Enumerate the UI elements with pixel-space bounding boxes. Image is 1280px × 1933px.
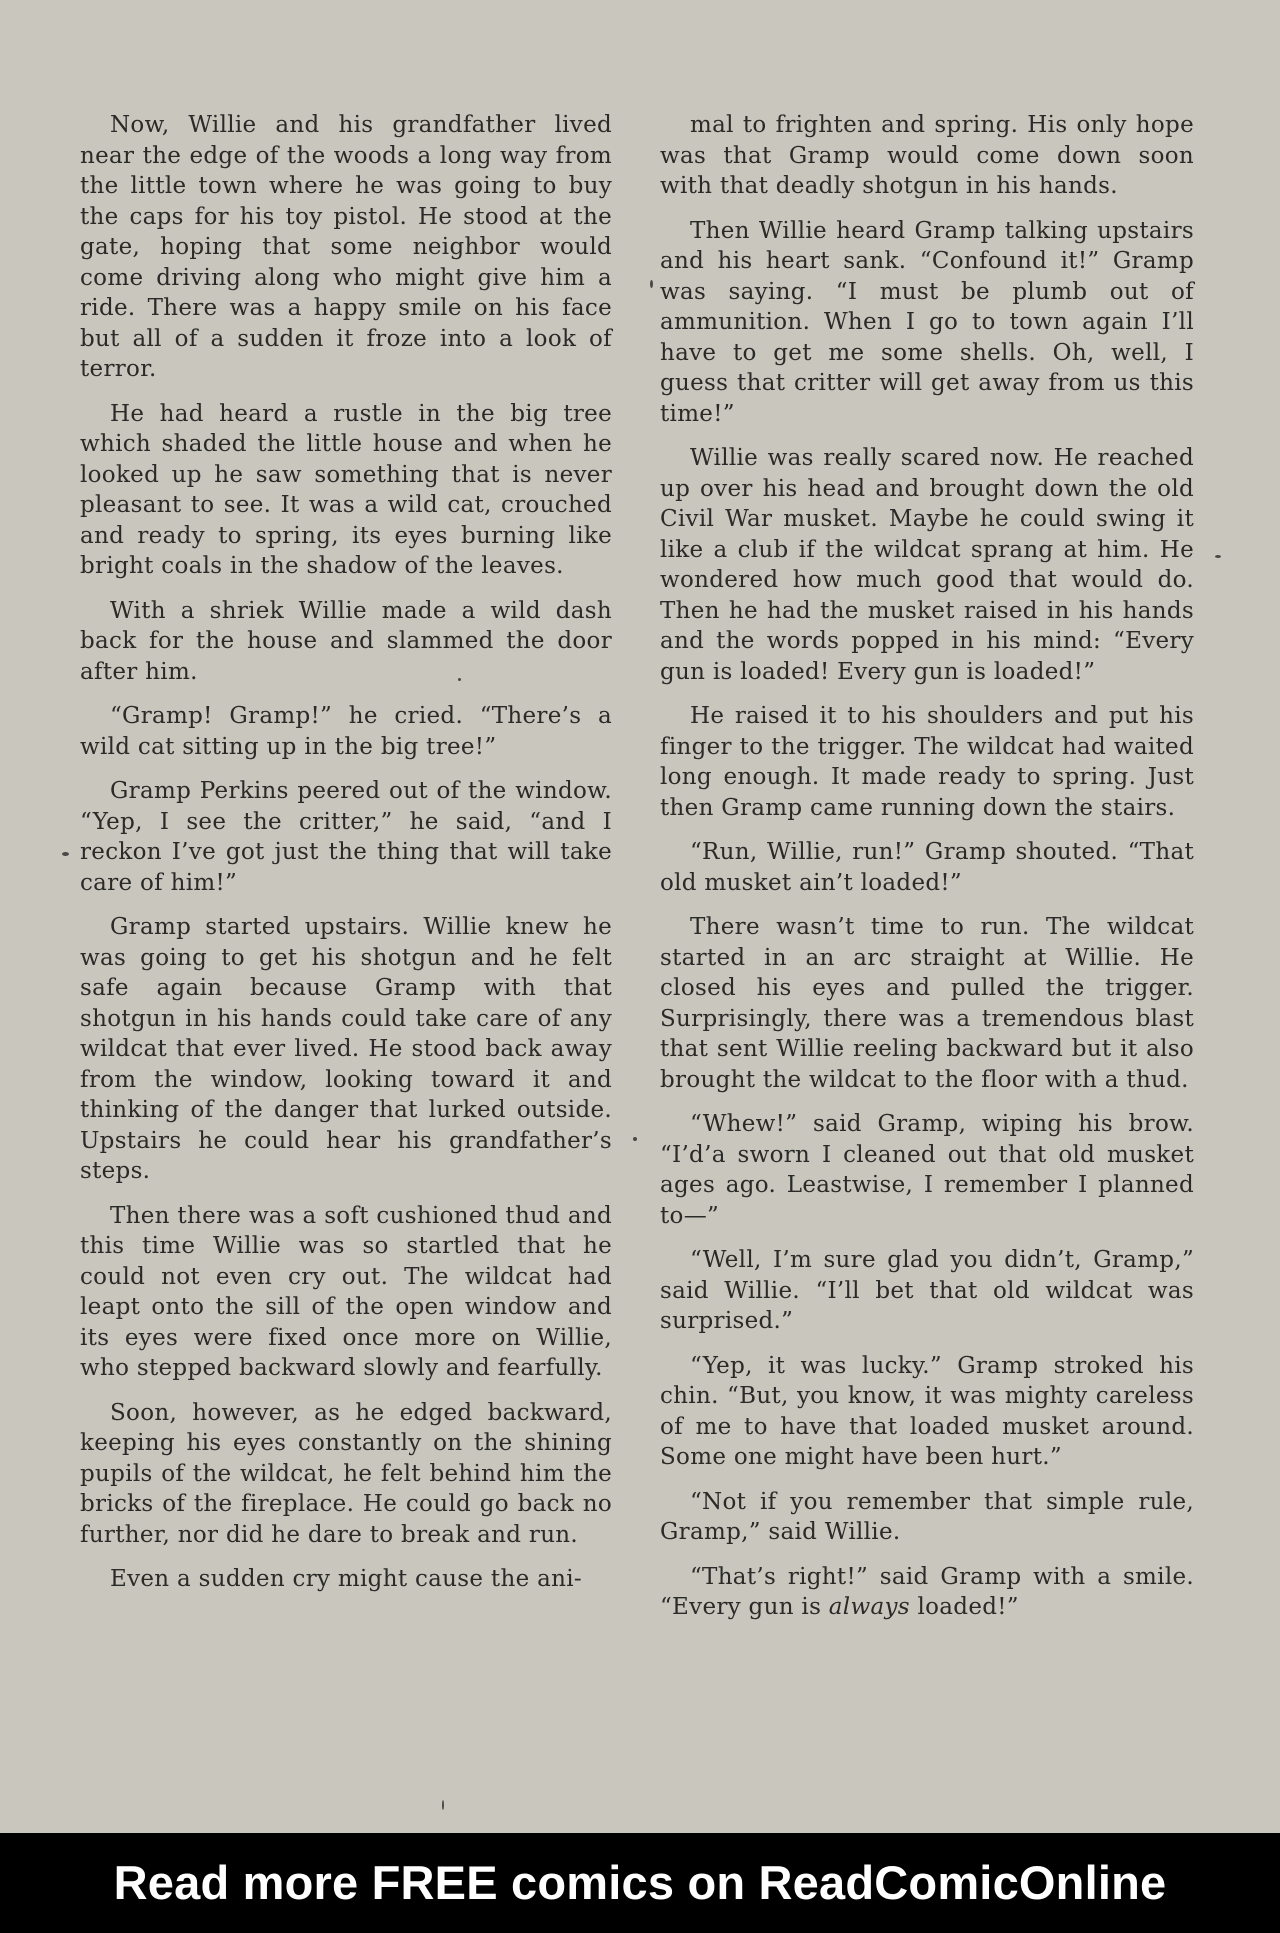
paragraph: Then there was a soft cushioned thud and this time Willie was so startled that he could not even cry out. The wildcat had leapt onto the sill of the open window and its eyes were fixed once more on Willie, who stepped backward slowly and fearfully.: [80, 1202, 612, 1381]
promo-banner[interactable]: [0, 1833, 1280, 1933]
final-text-start: “That’s right!” said Gramp with a smile. “Every gun is: [660, 1563, 1194, 1620]
print-speck: [1215, 555, 1221, 558]
emphasized-word: always: [828, 1594, 910, 1620]
paragraph: He raised it to his shoulders and put his finger to the trigger. The wildcat had waited long enough. It made ready to spring. Just then Gramp came running down the stairs.: [660, 703, 1194, 821]
paragraph: Then Willie heard Gramp talking upstairs and his heart sank. “Confound it!” Gramp was saying. “I must be plumb out of ammunition. When I go to town again I’ll have to get me some shells. Oh, well, I guess that critter will get away from us this time!”: [660, 217, 1194, 427]
left-text-column: [80, 110, 612, 1609]
paragraph: “Run, Willie, run!” Gramp shouted. “That old musket ain’t loaded!”: [660, 839, 1194, 896]
print-speck: [650, 280, 653, 288]
paragraph: He had heard a rustle in the big tree which shaded the little house and when he looked up he saw something that is never pleasant to see. It was a wild cat, crouched and ready to spring, its eyes burning like bright coals in the shadow of the leaves.: [80, 400, 612, 579]
paragraph: “Not if you remember that simple rule, Gramp,” said Willie.: [660, 1488, 1194, 1545]
final-paragraph: [660, 1562, 1194, 1623]
paragraph: There wasn’t time to run. The wildcat started in an arc straight at Willie. He closed his eyes and pulled the trigger. Surprisingly, there was a tremendous blast that sent Willie reeling backward but it also brought the wildcat to the floor with a thud.: [660, 914, 1194, 1093]
paragraph: Soon, however, as he edged backward, keeping his eyes constantly on the shining pupils of the wildcat, he felt behind him the bricks of the fireplace. He could go back no further, nor did he dare to break and run.: [80, 1399, 612, 1548]
final-text-end: loaded!”: [909, 1594, 1019, 1620]
right-text-column: [660, 110, 1194, 1637]
print-speck: [442, 1800, 444, 1810]
paragraph: Willie was really scared now. He reached up over his head and brought down the old Civil War musket. Maybe he could swing it like a club if the wildcat sprang at him. He wondered how much good that would do. Then he had the musket raised in his hands and the words popped in his mind: “Every gun is loaded! Every gun is loaded!”: [660, 445, 1194, 685]
paragraph: Gramp started upstairs. Willie knew he was going to get his shotgun and he felt safe again because Gramp with that shotgun in his hands could take care of any wildcat that ever lived. He stood back away from the window, looking toward it and thinking of the danger that lurked outside. Upstairs he could hear his grandfather’s steps.: [80, 914, 612, 1184]
print-speck: [633, 1137, 637, 1141]
print-speck: [62, 852, 69, 856]
print-speck: [458, 678, 461, 681]
paragraph: “Well, I’m sure glad you didn’t, Gramp,” said Willie. “I’ll bet that old wildcat was surprised.”: [660, 1247, 1194, 1334]
paragraph: Even a sudden cry might cause the ani-: [110, 1566, 582, 1592]
paragraph: “Whew!” said Gramp, wiping his brow. “I’d’a sworn I cleaned out that old musket ages ago. Leastwise, I remember I planned to—”: [660, 1111, 1194, 1229]
banner-text[interactable]: Read more FREE comics on ReadComicOnline: [113, 1856, 1167, 1909]
paragraph: mal to frighten and spring. His only hope was that Gramp would come down soon with that deadly shotgun in his hands.: [660, 112, 1194, 199]
paragraph: “Yep, it was lucky.” Gramp stroked his chin. “But, you know, it was mighty careless of me to have that loaded musket around. Some one might have been hurt.”: [660, 1352, 1194, 1470]
paragraph: Now, Willie and his grandfather lived near the edge of the woods a long way from the little town where he was going to buy the caps for his toy pistol. He stood at the gate, hoping that some neighbor would come driving along who might give him a ride. There was a happy smile on his face but all of a sudden it froze into a look of terror.: [80, 112, 612, 382]
paragraph: With a shriek Willie made a wild dash back for the house and slammed the door after him.: [80, 597, 612, 685]
paragraph: Gramp Perkins peered out of the window. “Yep, I see the critter,” he said, “and I reckon I’ve got just the thing that will take care of him!”: [80, 778, 612, 896]
paragraph: “Gramp! Gramp!” he cried. “There’s a wild cat sitting up in the big tree!”: [80, 703, 612, 760]
